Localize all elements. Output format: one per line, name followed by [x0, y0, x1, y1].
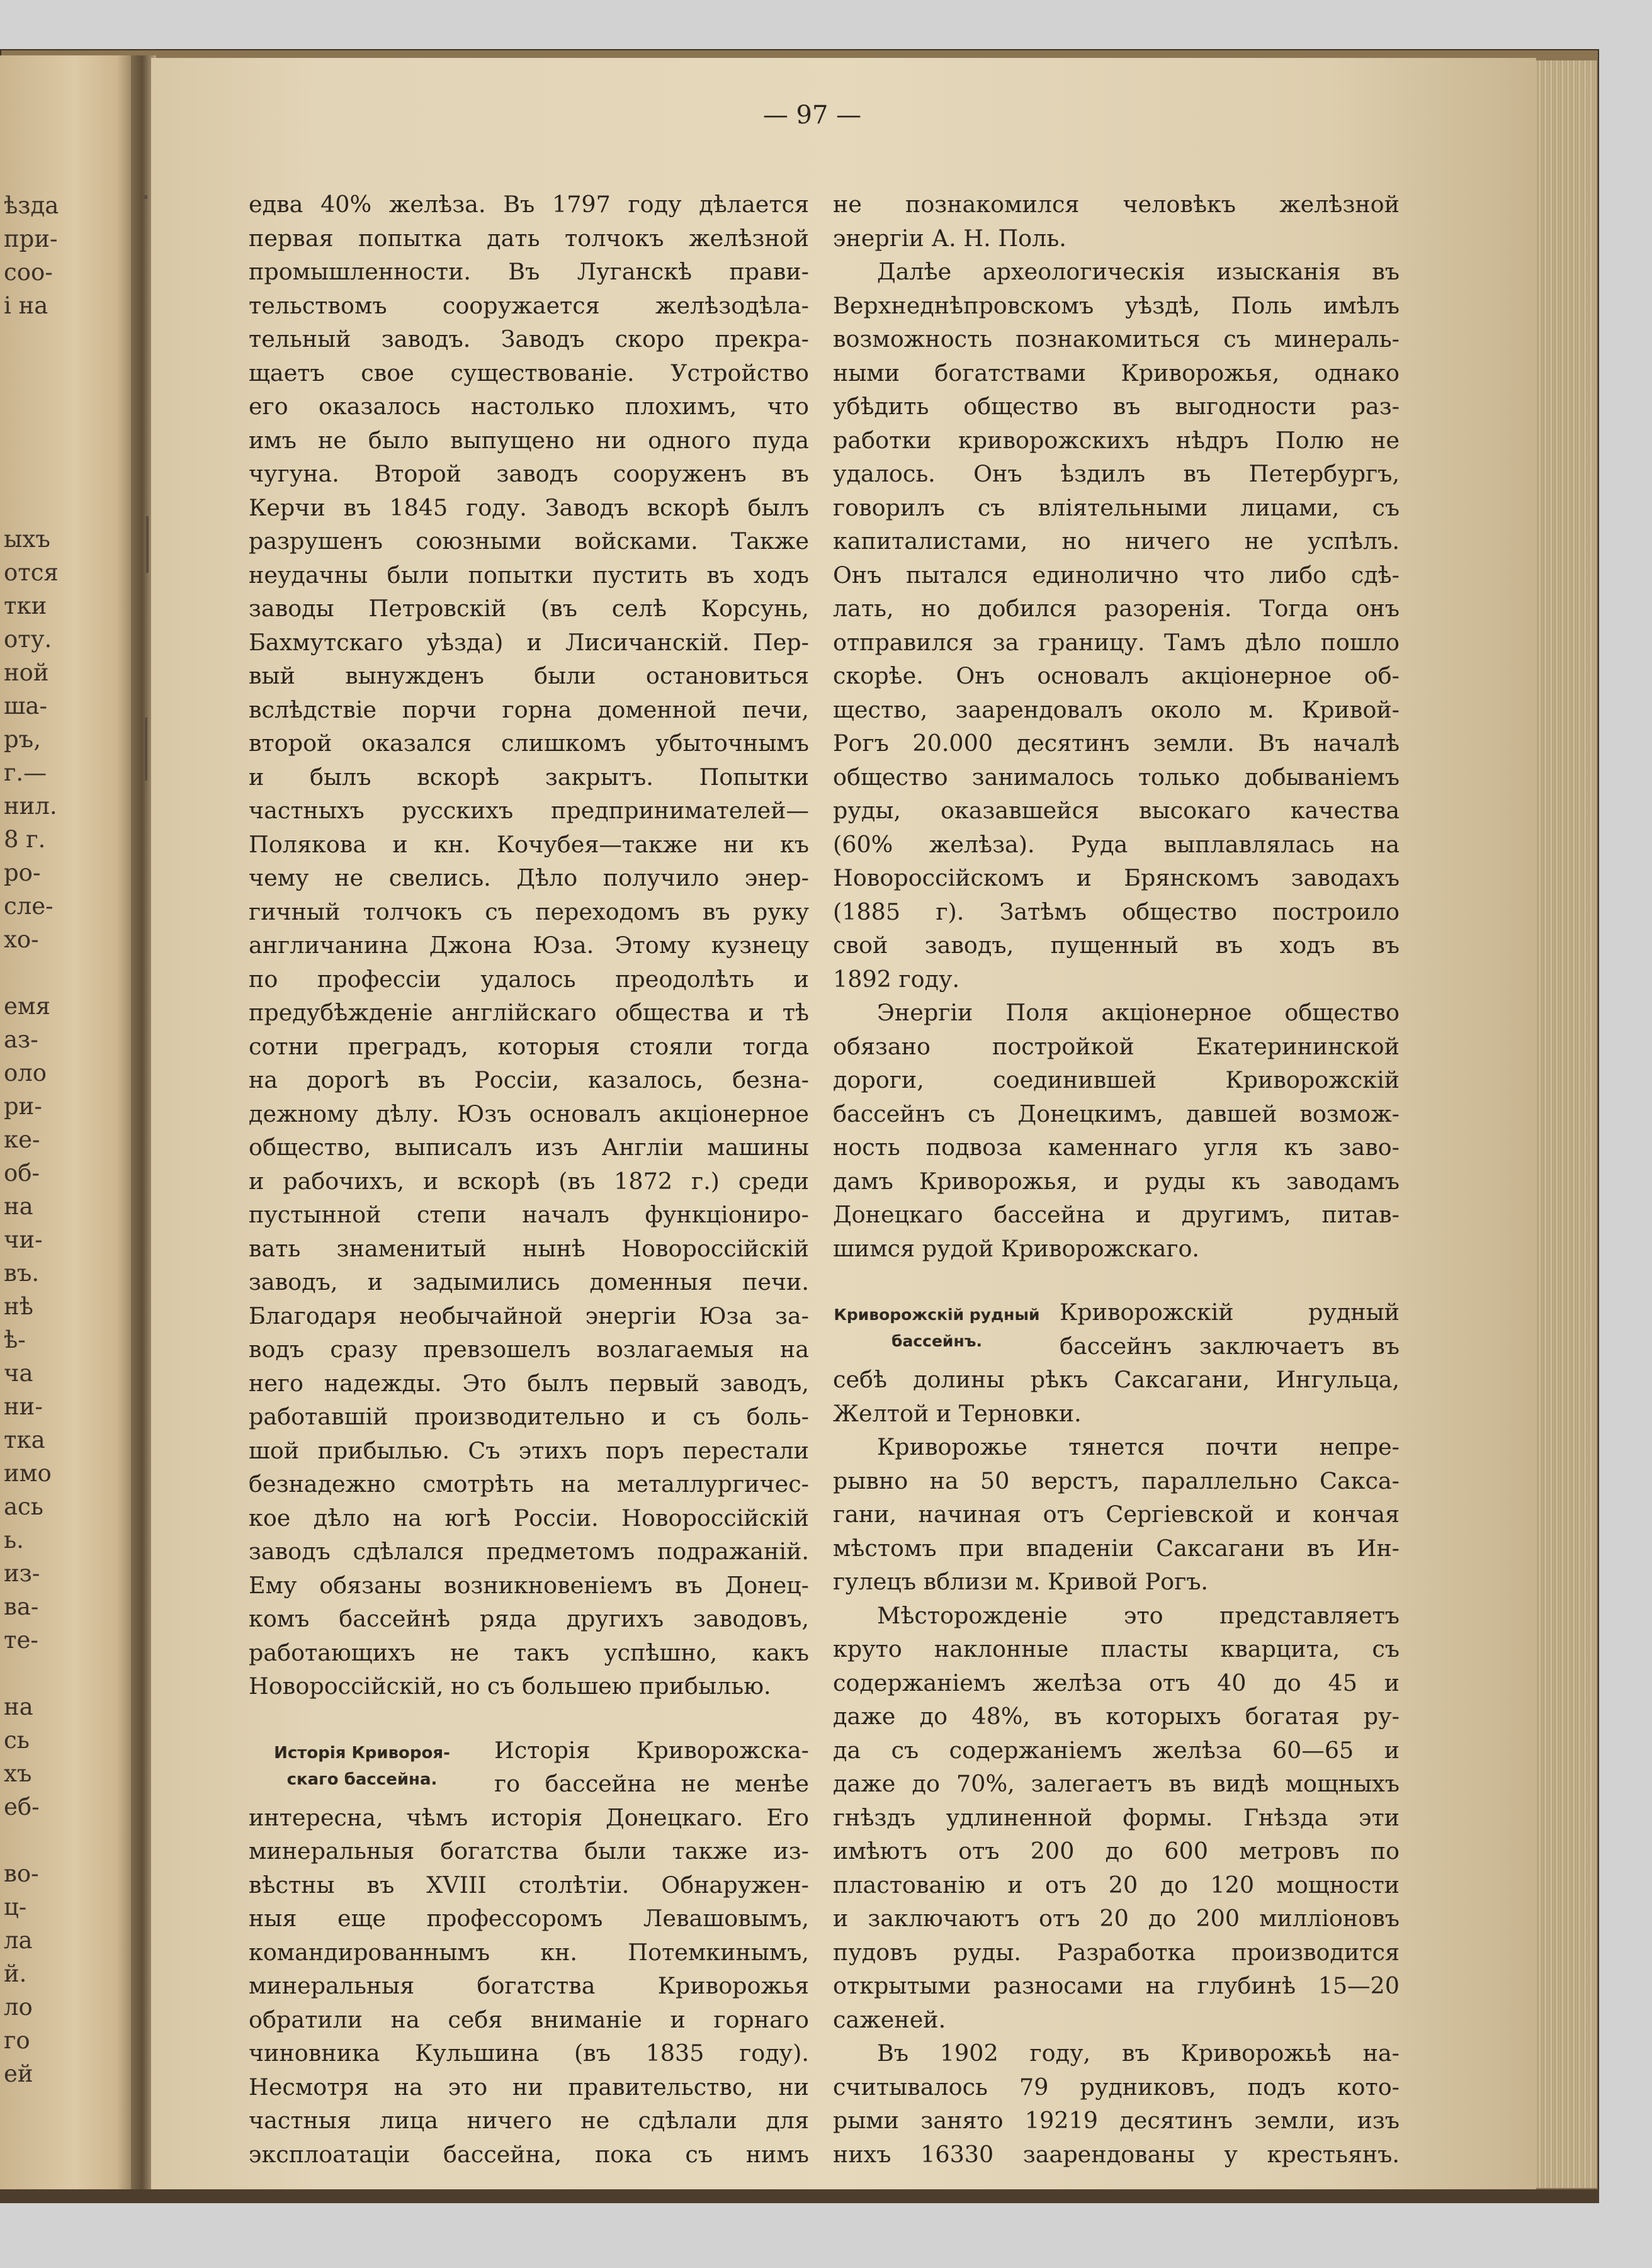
left-page-fragment: оту.: [4, 626, 52, 653]
paragraph-railway: [833, 996, 1400, 1265]
text-line: по профессіи удалось преодолѣть и: [249, 965, 809, 993]
text-line: первая попытка дать толчокъ желѣзной: [249, 224, 809, 252]
text-line: водъ сразу превзошелъ возлагаемыя на: [249, 1336, 809, 1363]
right-text-column: [833, 188, 1400, 2171]
left-page-fragment: ча: [4, 1360, 33, 1387]
text-line: 1892 году.: [833, 965, 960, 993]
left-page-fragment: 8 г.: [4, 826, 46, 853]
text-line: считывалось 79 рудниковъ, подъ кото-: [833, 2073, 1400, 2101]
text-line: тельствомъ сооружается желѣзодѣла-: [249, 291, 809, 319]
left-page-fragment: сле-: [4, 893, 54, 920]
text-line: дороги, соединившей Криворожскій: [833, 1066, 1400, 1093]
left-page-fragment: тки: [4, 592, 47, 619]
left-page-fragment: [4, 356, 130, 389]
text-line: рыми занято 19219 десятинъ земли, изъ: [833, 2107, 1400, 2134]
left-page-fragment: при-: [4, 225, 58, 252]
text-line: Керчи въ 1845 году. Заводъ вскорѣ былъ: [249, 494, 809, 521]
left-page-fragment: отся: [4, 559, 59, 586]
left-page-fragment: из-: [4, 1560, 40, 1587]
text-line: гани, начиная отъ Сергіевской и кончая: [833, 1501, 1400, 1528]
text-line: отправился за границу. Тамъ дѣло пошло: [833, 628, 1400, 656]
left-page-fragment: [4, 389, 130, 422]
paragraph-mines-1902: [833, 2036, 1400, 2171]
left-page-fragment: об-: [4, 1159, 40, 1187]
text-line: минеральныя богатства были также из-: [249, 1837, 809, 1865]
left-page-fragment: ша-: [4, 692, 47, 719]
text-line: лать, но добился разоренія. Тогда онъ: [833, 595, 1400, 622]
paragraph-intro: [249, 188, 809, 1703]
text-line: Бахмутскаго уѣзда) и Лисичанскій. Пер-: [249, 628, 809, 656]
text-line: Криворожье тянется почти непре-: [877, 1433, 1400, 1460]
margin-pencil-mark: [144, 195, 147, 199]
margin-pencil-mark: [145, 718, 147, 781]
left-page-fragment: тка: [4, 1426, 45, 1453]
left-page-fragment: те-: [4, 1627, 38, 1654]
text-line: промышленности. Въ Луганскѣ прави-: [249, 258, 809, 285]
text-line: Рогъ 20.000 десятинъ земли. Въ началѣ: [833, 730, 1400, 757]
left-page-fragment: ыхъ: [4, 526, 50, 553]
text-line: Исторія Криворожска-: [494, 1736, 809, 1764]
text-line: гичный толчокъ съ переходомъ въ руку: [249, 898, 809, 925]
left-page-fragment: сь: [4, 1727, 30, 1754]
text-line: ныя еще профессоромъ Левашовымъ,: [249, 1905, 809, 1932]
left-page-fragment: имо: [4, 1460, 52, 1487]
text-line: Въ 1902 году, въ Криворожьѣ на-: [877, 2040, 1400, 2067]
text-line: Несмотря на это ни правительство, ни: [249, 2073, 809, 2101]
text-line: щество, заарендовалъ около м. Кривой-: [833, 696, 1400, 723]
text-line: Верхнеднѣпровскомъ уѣздѣ, Поль имѣлъ: [833, 291, 1400, 319]
text-line: англичанина Джона Юза. Этому кузнецу: [249, 932, 809, 959]
text-line: (60% желѣза). Руда выплавлялась на: [833, 830, 1400, 858]
left-page-fragment: ва-: [4, 1593, 39, 1620]
left-page-fragment: ри-: [4, 1093, 42, 1120]
left-page-fragment: [4, 956, 130, 990]
text-line: (1885 г). Затѣмъ общество построило: [833, 898, 1400, 925]
left-page-fragment: емя: [4, 993, 51, 1020]
left-page-fragment: [4, 456, 130, 489]
text-line: разрушенъ союзными войсками. Также: [249, 528, 809, 555]
text-line: работающихъ не такъ успѣшно, какъ: [249, 1639, 809, 1666]
left-page-fragment: ц-: [4, 1893, 27, 1921]
text-line: не познакомился человѣкъ желѣзной: [833, 191, 1400, 218]
text-line: обратили на себя вниманіе и горнаго: [249, 2006, 809, 2033]
text-line: Желтой и Терновки.: [833, 1399, 1082, 1427]
text-line: тельный заводъ. Заводъ скоро прекра-: [249, 325, 809, 353]
paragraph-deposit: [833, 1599, 1400, 2037]
text-line: ность подвоза каменнаго угля къ заво-: [833, 1134, 1400, 1161]
text-line: капиталистами, но ничего не успѣлъ.: [833, 528, 1400, 555]
text-line: скорѣе. Онъ основалъ акціонерное об-: [833, 662, 1400, 689]
text-line: Полякова и кн. Кочубея—также ни къ: [249, 830, 809, 858]
left-page-fragment: ѣ-: [4, 1326, 26, 1353]
paragraph-ore-basin: [833, 1295, 1400, 1430]
text-line: бассейнъ съ Донецкимъ, давшей возмож-: [833, 1100, 1400, 1127]
margin-pencil-mark: [146, 516, 149, 573]
text-line: Ему обязаны возникновеніемъ въ Донец-: [249, 1571, 809, 1599]
left-page-fragment: й.: [4, 1960, 27, 1987]
left-page-fragment: ро-: [4, 859, 41, 886]
text-line: Новороссійскій, но съ большею прибылью.: [249, 1673, 771, 1700]
text-line: него надежды. Это былъ первый заводъ,: [249, 1369, 809, 1397]
left-page-fragment: ке-: [4, 1126, 40, 1153]
left-page-fragment: на: [4, 1693, 33, 1720]
paragraph-history-krivoy-rog: [249, 1734, 809, 2172]
text-line: круто наклонные пласты кварцита, съ: [833, 1635, 1400, 1662]
text-line: и заключаютъ отъ 20 до 200 милліоновъ: [833, 1905, 1400, 1932]
text-line: заводъ, и задымились доменныя печи.: [249, 1268, 809, 1295]
text-line: возможность познакомиться съ минераль-: [833, 325, 1400, 353]
text-line: нихъ 16330 заарендованы у крестьянъ.: [833, 2140, 1400, 2168]
text-line: шой прибылью. Съ этихъ поръ перестали: [249, 1436, 809, 1464]
left-page-fragment: ръ,: [4, 726, 41, 753]
text-line: говорилъ съ вліятельными лицами, съ: [833, 494, 1400, 521]
left-page-text-fragments: [4, 189, 130, 2090]
left-page-fragment: го: [4, 2027, 30, 2054]
text-line: шимся рудой Криворожскаго.: [833, 1234, 1200, 1262]
text-line: эксплоатаціи бассейна, пока съ нимъ: [249, 2140, 809, 2168]
text-line: энергіи А. Н. Поль.: [833, 224, 1066, 252]
left-page-fragment: въ.: [4, 1260, 40, 1287]
left-page-fragment: ла: [4, 1927, 33, 1954]
text-line: обязано постройкой Екатерининской: [833, 1032, 1400, 1060]
left-page-fragment: ась: [4, 1493, 43, 1520]
text-line: чугуна. Второй заводъ сооруженъ въ: [249, 460, 809, 487]
text-line: дамъ Криворожья, и руды къ заводамъ: [833, 1167, 1400, 1195]
page-number: — 97 —: [762, 101, 862, 130]
text-line: вѣстны въ XVIII столѣтіи. Обнаружен-: [249, 1871, 809, 1898]
text-line: пластованію и отъ 20 до 120 мощности: [833, 1871, 1400, 1898]
text-line: щаетъ свое существованіе. Устройство: [249, 359, 809, 386]
left-page-fragment: нил.: [4, 793, 57, 820]
left-page-fragment: еб-: [4, 1793, 40, 1820]
text-line: да съ содержаніемъ желѣза 60—65 и: [833, 1736, 1400, 1764]
text-line: частныя лица ничего не сдѣлали для: [249, 2107, 809, 2134]
left-page-fragment: ло: [4, 1994, 33, 2021]
text-line: едва 40% желѣза. Въ 1797 году дѣлается: [249, 191, 809, 218]
left-page-fragment: хъ: [4, 1760, 32, 1787]
left-page-fragment: чи-: [4, 1226, 43, 1253]
text-line: даже до 70%, залегаетъ въ видѣ мощныхъ: [833, 1770, 1400, 1797]
text-line: чему не свелись. Дѣло получило энер-: [249, 864, 809, 891]
text-line: безнадежно смотрѣть на металлургичес-: [249, 1470, 809, 1498]
text-line: чиновника Кульшина (въ 1835 году).: [249, 2040, 809, 2067]
text-line: интересна, чѣмъ исторія Донецкаго. Его: [249, 1803, 809, 1831]
left-page-fragment: во-: [4, 1860, 39, 1887]
text-line: и былъ вскорѣ закрытъ. Попытки: [249, 763, 809, 791]
left-page-fragment: ной: [4, 659, 49, 686]
left-page-fragment: оло: [4, 1059, 47, 1086]
text-line: и рабочихъ, и вскорѣ (въ 1872 г.) среди: [249, 1167, 809, 1195]
text-line: сотни преградъ, которыя стояли тогда: [249, 1032, 809, 1060]
text-line: пустынной степи началъ функціониро-: [249, 1201, 809, 1228]
text-line: дежному дѣлу. Юзъ основалъ акціонерное: [249, 1100, 809, 1127]
text-line: второй оказался слишкомъ убыточнымъ: [249, 730, 809, 757]
text-line: себѣ долины рѣкъ Саксагани, Ингульца,: [833, 1366, 1400, 1393]
paragraph-pol-energy: [833, 188, 1400, 255]
text-line: гулецъ вблизи м. Кривой Рогъ.: [833, 1568, 1209, 1595]
left-page-fragment: ей: [4, 2060, 33, 2087]
left-page-fragment: [4, 422, 130, 456]
side-heading-ore-basin: Криворожскій рудный бассейнъ.: [834, 1306, 1040, 1350]
text-line: гнѣздъ удлиненной формы. Гнѣзда эти: [833, 1803, 1400, 1831]
text-line: Далѣе археологическія изысканія въ: [877, 258, 1400, 285]
text-line: его оказалось настолько плохимъ, что: [249, 393, 809, 420]
text-line: убѣдить общество въ выгодности раз-: [833, 393, 1400, 420]
text-line: минеральныя богатства Криворожья: [249, 1972, 809, 1999]
left-page-fragment: аз-: [4, 1026, 38, 1053]
text-line: саженей.: [833, 2006, 946, 2033]
left-page-fragment: нѣ: [4, 1293, 33, 1320]
text-line: вслѣдствіе порчи горна доменной печи,: [249, 696, 809, 723]
text-line: частныхъ русскихъ предпринимателей—: [249, 797, 809, 824]
text-line: неудачны были попытки пустить въ ходъ: [249, 561, 809, 589]
text-line: Онъ пытался единолично что либо сдѣ-: [833, 561, 1400, 589]
text-line: кое дѣло на югѣ Россіи. Новороссійскій: [249, 1504, 809, 1532]
text-line: имѣютъ отъ 200 до 600 метровъ по: [833, 1837, 1400, 1865]
text-line: общество, выписалъ изъ Англіи машины: [249, 1134, 809, 1161]
left-page-fragment: [4, 489, 130, 522]
left-page-fragment: ь.: [4, 1526, 24, 1554]
text-line: удалось. Онъ ѣздилъ въ Петербургъ,: [833, 460, 1400, 487]
left-page-fragment: [4, 1657, 130, 1690]
text-line: заводы Петровскій (въ селѣ Корсунь,: [249, 595, 809, 622]
left-page-fragment: ѣзда: [4, 192, 59, 219]
text-line: Новороссійскомъ и Брянскомъ заводахъ: [833, 864, 1400, 891]
text-line: на дорогѣ въ Россіи, казалось, безна-: [249, 1066, 809, 1093]
text-line: Криворожскій рудный: [1060, 1299, 1400, 1326]
text-line: Мѣсторожденіе это представляетъ: [877, 1601, 1400, 1629]
text-line: рывно на 50 верстъ, параллельно Сакса-: [833, 1467, 1400, 1494]
text-line: даже до 48%, въ которыхъ богатая ру-: [833, 1703, 1400, 1730]
text-line: вый вынужденъ были остановиться: [249, 662, 809, 689]
text-line: предубѣжденіе англійскаго общества и тѣ: [249, 999, 809, 1026]
text-line: комъ бассейнѣ ряда другихъ заводовъ,: [249, 1605, 809, 1632]
side-heading-history: Исторія Кривороя-скаго бассейна.: [274, 1743, 450, 1789]
text-line: содержаніемъ желѣза отъ 40 до 45 и: [833, 1669, 1400, 1696]
text-line: общество занималось только добываніемъ: [833, 763, 1400, 791]
left-page-fragment: на: [4, 1193, 33, 1220]
text-line: работки криворожскихъ нѣдръ Полю не: [833, 426, 1400, 454]
text-line: го бассейна не менѣе: [494, 1770, 809, 1797]
paragraph-archaeology: [833, 255, 1400, 996]
left-page-fragment: ни-: [4, 1393, 43, 1420]
text-line: бассейнъ заключаетъ въ: [1060, 1332, 1400, 1360]
left-page-fragment: хо-: [4, 926, 39, 953]
left-page-fragment: [4, 1824, 130, 1857]
left-page: [0, 55, 137, 2189]
text-line: пудовъ руды. Разработка производится: [833, 1938, 1400, 1966]
paragraph-extent: [833, 1430, 1400, 1599]
text-line: вать знаменитый нынѣ Новороссійскій: [249, 1234, 809, 1262]
text-line: Благодаря необычайной энергіи Юза за-: [249, 1302, 809, 1329]
text-line: ными богатствами Криворожья, однако: [833, 359, 1400, 386]
left-text-column: [249, 188, 809, 2171]
text-line: открытыми разносами на глубинѣ 15—20: [833, 1972, 1400, 1999]
left-page-fragment: соо-: [4, 259, 53, 286]
text-line: свой заводъ, пущенный въ ходъ въ: [833, 932, 1400, 959]
text-line: Донецкаго бассейна и другимъ, питав-: [833, 1201, 1400, 1228]
text-line: имъ не было выпущено ни одного пуда: [249, 426, 809, 454]
left-page-fragment: г.—: [4, 759, 47, 786]
text-line: командированнымъ кн. Потемкинымъ,: [249, 1938, 809, 1966]
book-bottom-edge: [0, 2189, 1599, 2203]
text-line: руды, оказавшейся высокаго качества: [833, 797, 1400, 824]
text-line: мѣстомъ при впаденіи Саксагани въ Ин-: [833, 1534, 1400, 1562]
text-line: работавшій производительно и съ боль-: [249, 1403, 809, 1430]
text-line: заводъ сдѣлался предметомъ подражаній.: [249, 1538, 809, 1565]
left-page-fragment: [4, 322, 130, 356]
page-edges: [1536, 60, 1597, 2188]
text-line: Энергіи Поля акціонерное общество: [877, 999, 1400, 1026]
left-page-fragment: і на: [4, 292, 48, 319]
